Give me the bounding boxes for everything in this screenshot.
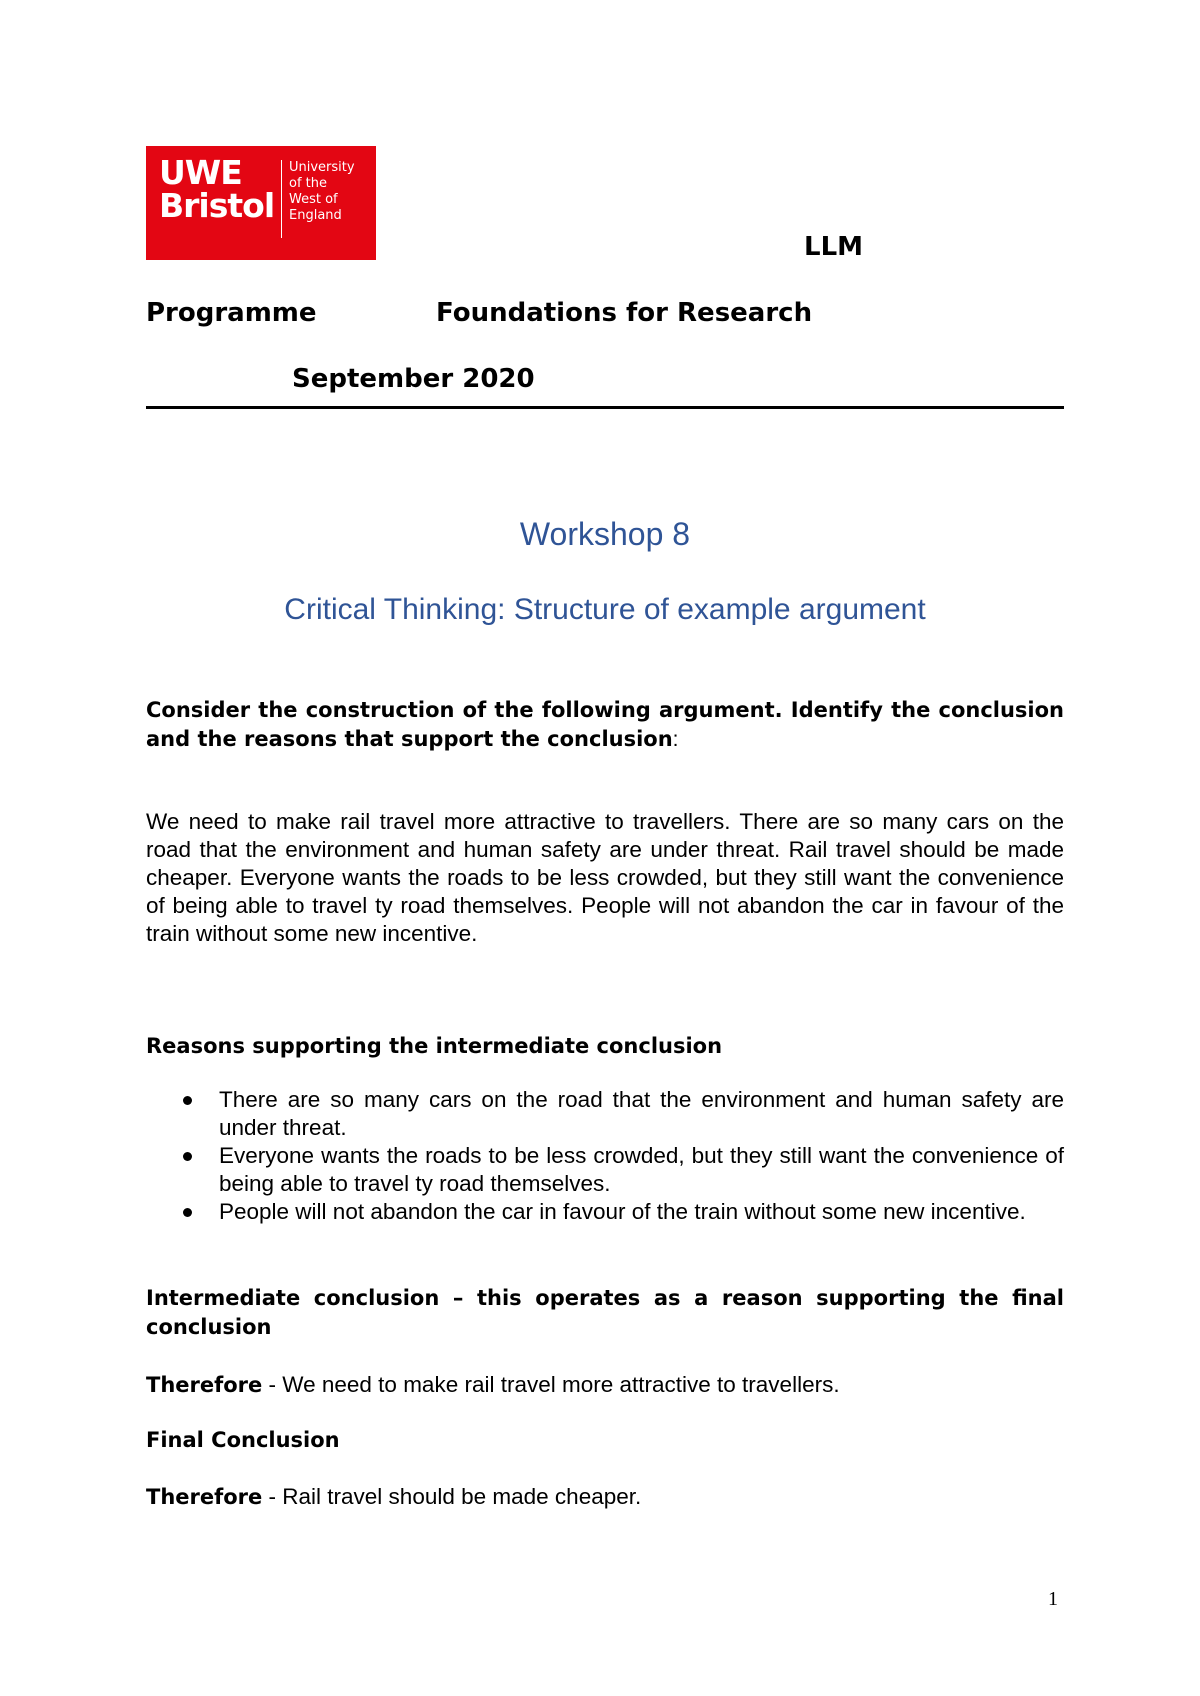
logo-sub-line: England xyxy=(289,208,342,223)
workshop-subtitle: Critical Thinking: Structure of example argument xyxy=(284,593,926,626)
final-text: - Rail travel should be made cheaper. xyxy=(262,1484,642,1509)
final-heading: Final Conclusion xyxy=(146,1428,340,1452)
logo-sub-line: West of xyxy=(289,192,338,207)
logo-divider xyxy=(281,160,282,238)
workshop-title: Workshop 8 xyxy=(519,516,691,552)
logo-wordmark xyxy=(159,153,275,225)
list-item xyxy=(146,1142,1064,1198)
instruction-text xyxy=(146,696,1064,754)
programme-date: September 2020 xyxy=(292,364,535,394)
logo-sub-line: University xyxy=(289,160,355,175)
reason-text: People will not abandon the car in favour of the train without some new incentive. xyxy=(219,1199,1026,1224)
reason-text: There are so many cars on the road that the environment and human safety are under threat. xyxy=(219,1087,1064,1140)
therefore-label: Therefore xyxy=(146,1373,263,1397)
therefore-label: Therefore xyxy=(146,1485,263,1509)
list-item xyxy=(146,1198,1064,1226)
intermediate-text: - We need to make rail travel more attractive to travellers. xyxy=(262,1372,840,1397)
intermediate-heading: Intermediate conclusion – this operates as a reason supporting the final conclusion xyxy=(146,1286,1064,1339)
instruction-bold: Consider the construction of the following argument. Identify the conclusion and the reasons that support the conclusion xyxy=(146,698,1064,751)
bullet-icon xyxy=(183,1208,192,1217)
bullet-icon xyxy=(183,1152,192,1161)
final-conclusion xyxy=(146,1482,1064,1512)
programme-label: Programme xyxy=(146,298,317,328)
course-label: LLM xyxy=(804,232,864,262)
logo-subtitle xyxy=(289,160,355,224)
uwe-bristol-logo xyxy=(146,146,376,260)
logo-line-bristol: Bristol xyxy=(159,186,275,225)
programme-name: Foundations for Research xyxy=(436,298,813,328)
header-rule xyxy=(146,406,1064,409)
logo-sub-line: of the xyxy=(289,176,327,191)
argument-paragraph: We need to make rail travel more attractive to travellers. There are so many cars on the road that the environment and human safety are under threat. Rail travel should be made cheaper. Everyone wants the roads to be less crowded, but they still want the convenience of being able to travel ty road themselves. People will not abandon the car in favour of the train without some new incentive. xyxy=(146,809,1064,946)
logo-line-uwe: UWE xyxy=(159,153,242,192)
reasons-heading: Reasons supporting the intermediate conclusion xyxy=(146,1034,723,1058)
instruction-suffix: : xyxy=(672,728,679,751)
page-number: 1 xyxy=(1048,1588,1058,1610)
intermediate-conclusion xyxy=(146,1370,1064,1400)
reasons-list xyxy=(146,1086,1064,1226)
list-item xyxy=(146,1086,1064,1142)
reason-text: Everyone wants the roads to be less crowded, but they still want the convenience of being able to travel ty road themselves. xyxy=(219,1143,1064,1196)
bullet-icon xyxy=(183,1096,192,1105)
